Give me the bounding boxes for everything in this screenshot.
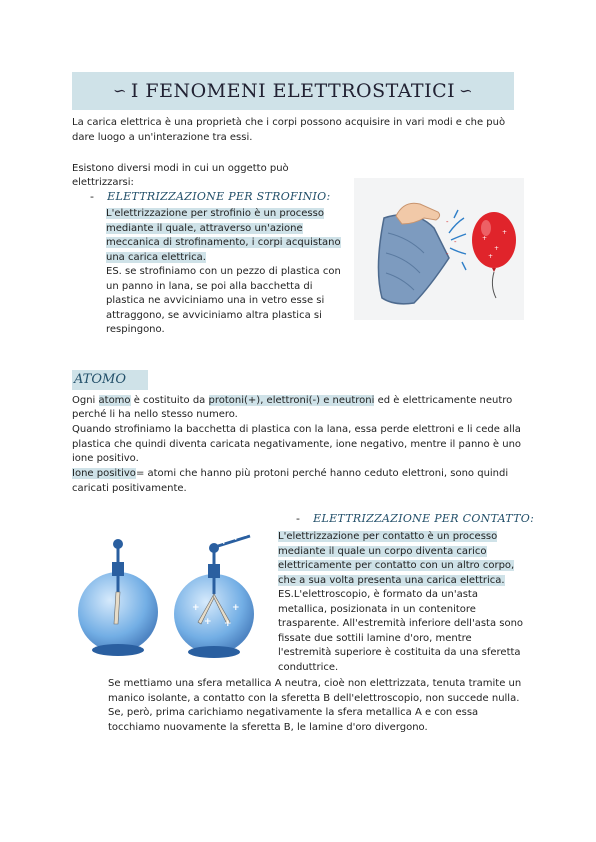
ione-positivo-paragraph — [72, 467, 532, 496]
contatto-example-line: conduttrice. — [278, 661, 339, 673]
electroscope-illustration — [74, 532, 274, 662]
particles-term: protoni(+), elettroni(-) e neutroni — [208, 395, 375, 406]
atomo-line-2: perché li ha nello stesso numero. — [72, 409, 238, 420]
contatto-example — [278, 588, 530, 675]
electroscope-neutral — [78, 539, 158, 656]
contatto-final-line: manico isolante, a contatto con la sferetta B dell'elettroscopio, non succede nulla. — [108, 692, 520, 704]
strofinio-example-line: un panno in lana, se poi alla bacchetta di — [106, 280, 313, 292]
svg-text:+: + — [232, 603, 240, 613]
strofinio-example-line: respingono. — [106, 324, 165, 335]
contatto-def-line: elettricamente per contatto con un altro corpo, — [278, 560, 515, 571]
atomo-term: atomo — [98, 395, 131, 406]
svg-text:-: - — [446, 250, 449, 258]
contatto-example-line: ES.L'elettroscopio, è formato da un'asta — [278, 589, 478, 600]
strofinio-example-line: plastica ne avviciniamo una in vetro esse si — [106, 295, 325, 306]
contatto-example-line: fissate due sottili lamine d'oro, mentre — [278, 632, 472, 644]
swirl-right-icon: ∽ — [459, 80, 474, 100]
contatto-final-paragraph — [108, 677, 548, 735]
contatto-heading-text: ELETTRIZZAZIONE PER CONTATTO: — [313, 512, 535, 525]
svg-text:-: - — [454, 238, 457, 246]
atomo-text: è costituito da — [130, 395, 209, 406]
ione-positivo-term: Ione positivo — [72, 468, 136, 479]
swirl-left-icon: ∽ — [112, 80, 127, 100]
intro-paragraph: La carica elettrica è una proprietà che i corpi possono acquisire in vari modi e che può dare luogo a un'interazione tra essi. — [72, 117, 506, 143]
strofinio-def-line: mediante il quale, attraverso un'azione — [106, 222, 303, 234]
ways-line-1: Esistono diversi modi in cui un oggetto può — [72, 163, 289, 174]
hand-shape — [396, 203, 440, 224]
svg-text:+: + — [482, 235, 488, 242]
strofinio-def-line: L'elettrizzazione per strofinio è un processo — [106, 208, 324, 219]
contatto-def-line: che a sua volta presenta una carica elettrica. — [278, 574, 505, 586]
strofinio-example-line: attraggono, se avviciniamo altra plastica si — [106, 309, 322, 321]
page-title — [72, 72, 514, 110]
atomo-line-1 — [72, 394, 532, 409]
balloon-illustration — [354, 178, 524, 320]
atomo-text: ed è elettricamente neutro — [374, 395, 513, 406]
strofinio-heading-text: ELETTRIZZAZIONE PER STROFINIO — [107, 190, 327, 203]
page-title-text: I FENOMENI ELETTROSTATICI — [130, 79, 456, 102]
electroscope-charged — [174, 532, 254, 658]
svg-text:-: - — [446, 218, 449, 226]
atomo-text: Ogni — [72, 395, 99, 406]
atomo-heading: ATOMO — [72, 370, 148, 390]
electroscope-svg — [74, 532, 274, 662]
svg-text:+: + — [488, 253, 494, 260]
svg-text:+: + — [200, 545, 208, 555]
svg-text:+: + — [232, 533, 240, 543]
svg-text:+: + — [224, 553, 232, 563]
towel-shape — [378, 215, 449, 304]
strofinio-definition — [106, 207, 346, 265]
svg-text:+: + — [192, 603, 200, 613]
svg-text:+: + — [502, 229, 508, 236]
contatto-definition — [278, 530, 528, 588]
strofinio-example-line: ES. se strofiniamo con un pezzo di plastica con — [106, 266, 341, 277]
strofinio-example — [106, 265, 346, 338]
contatto-example-line: metallica, posizionata in un contenitore — [278, 603, 476, 615]
balloon-svg — [354, 178, 524, 320]
bullet-dash: - — [296, 512, 300, 525]
strofinio-def-line: meccanica di strofinamento, i corpi acquistano — [106, 237, 341, 248]
strofinio-heading-colon: : — [326, 190, 331, 203]
contatto-def-line: L'elettrizzazione per contatto è un processo — [278, 531, 498, 542]
charge-signs — [446, 218, 457, 258]
contatto-final-line: Se, però, prima carichiamo negativamente la sfera metallica A e con essa — [108, 707, 479, 718]
svg-text:+: + — [224, 619, 232, 629]
svg-text:+: + — [494, 245, 500, 252]
contatto-heading — [296, 512, 534, 528]
bullet-dash: - — [90, 190, 94, 203]
contatto-example-line: trasparente. All'estremità inferiore dell'asta sono — [278, 618, 524, 629]
strofinio-heading — [90, 190, 331, 206]
atomo-paragraph-2: Quando strofiniamo la bacchetta di plastica con la lana, essa perde elettroni e li cede alla plastica che quindi diventa caricata negativamente, ione negativo, mentre il panno è uno ione positivo. — [72, 424, 522, 464]
contatto-final-line: tocchiamo nuovamente la sferetta B, le lamine d'oro divergono. — [108, 721, 428, 733]
spark-lines — [449, 210, 466, 270]
strofinio-def-line: una carica elettrica. — [106, 251, 206, 263]
contatto-example-line: l'estremità superiore è costituita da una sferetta — [278, 647, 521, 658]
ways-line-2: elettrizzarsi: — [72, 177, 134, 188]
svg-text:+: + — [220, 537, 228, 547]
balloon-shape — [472, 212, 516, 268]
ione-positivo-definition: = atomi che hanno più protoni perché hanno ceduto elettroni, sono quindi caricati positivamente. — [72, 468, 509, 494]
contatto-final-line: Se mettiamo una sfera metallica A neutra, cioè non elettrizzata, tenuta tramite un — [108, 678, 522, 689]
svg-text:+: + — [204, 617, 212, 627]
contatto-def-line: mediante il quale un corpo diventa carico — [278, 545, 487, 557]
svg-text:+: + — [242, 532, 250, 539]
